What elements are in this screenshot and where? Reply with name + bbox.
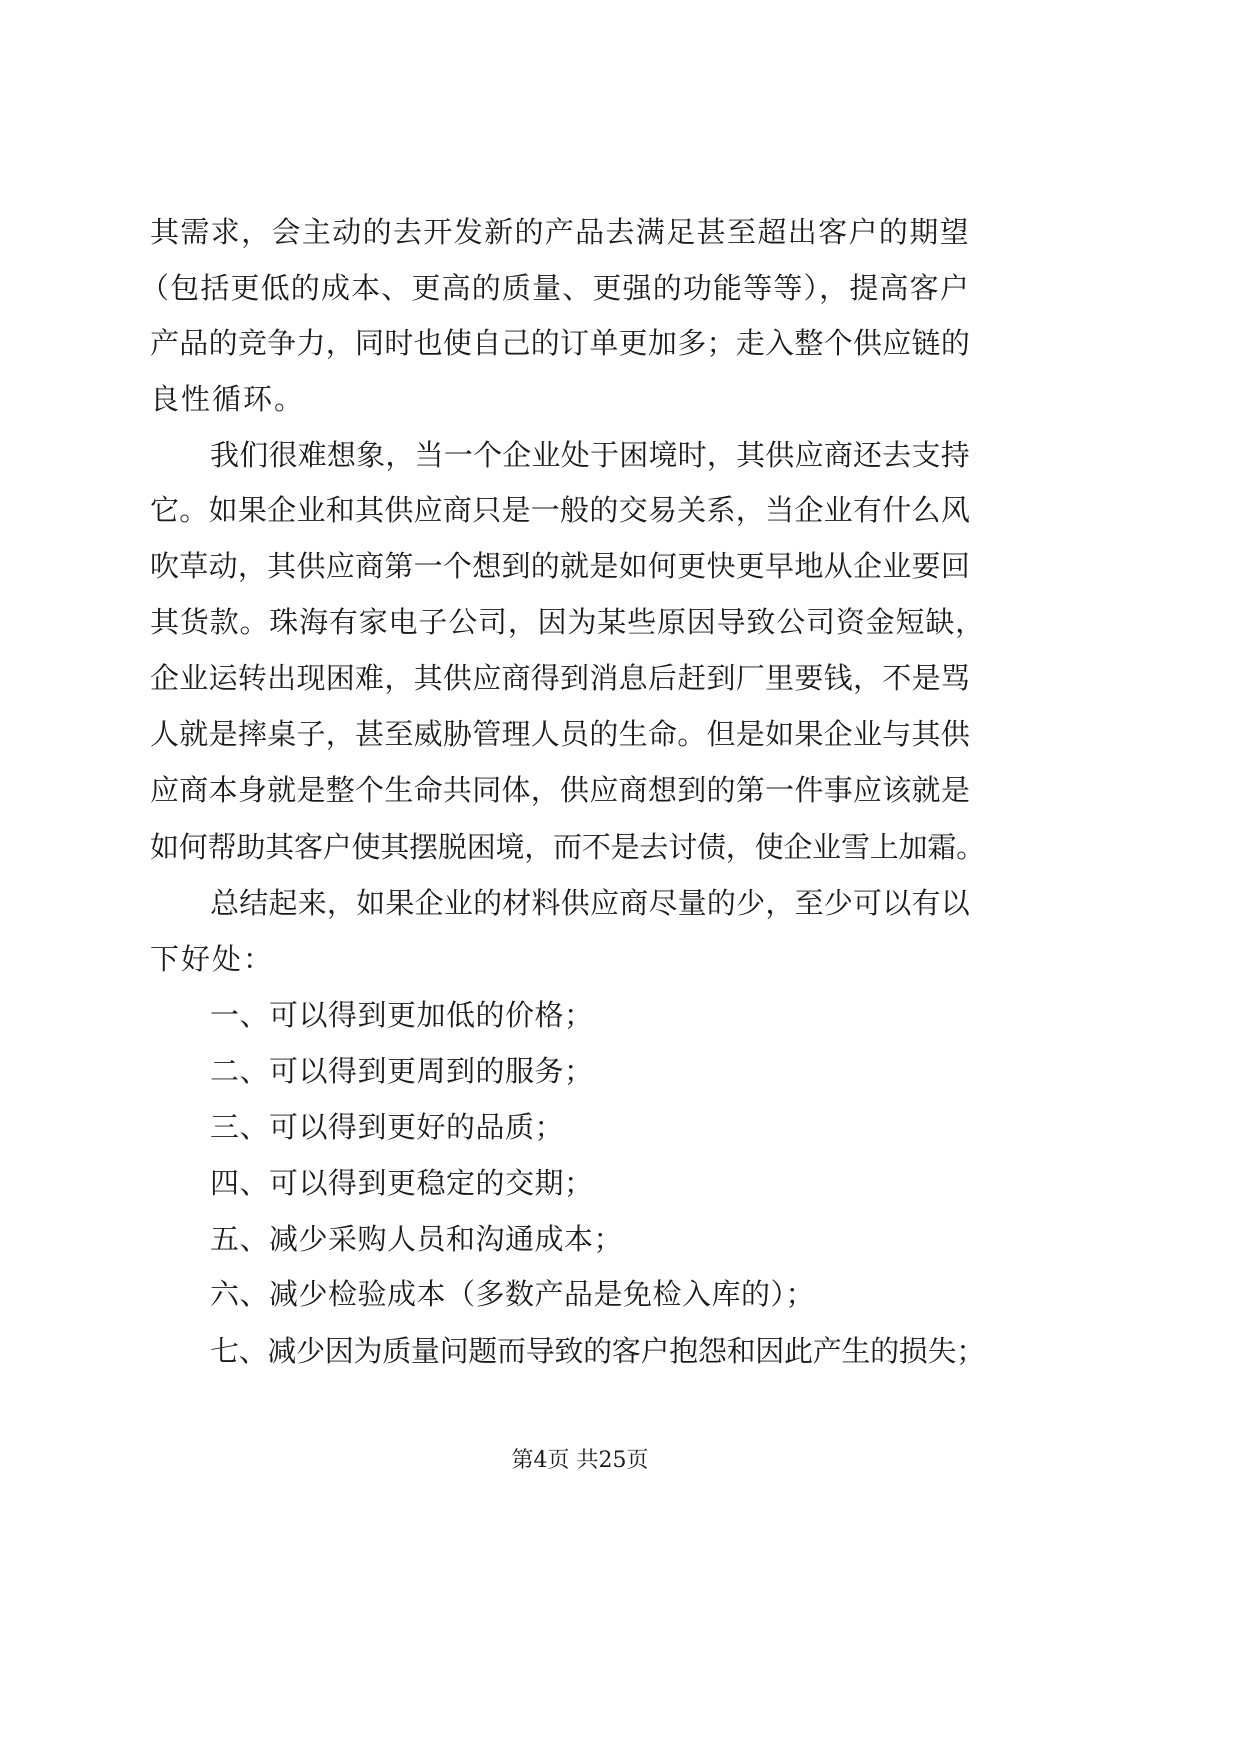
paragraph-line: 下好处： xyxy=(150,942,275,976)
list-item: 三、可以得到更好的品质； xyxy=(210,1110,565,1144)
paragraph-line: 其货款。珠海有家电子公司，因为某些原因导致公司资金短缺， xyxy=(150,605,985,639)
list-item: 四、可以得到更稳定的交期； xyxy=(210,1166,594,1200)
list-item: 七、减少因为质量问题而导致的客户抱怨和因此产生的损失； xyxy=(210,1334,985,1368)
paragraph-line: （包括更低的成本、更高的质量、更强的功能等等），提高客户 xyxy=(140,271,970,305)
paragraph-line: 应商本身就是整个生命共同体，供应商想到的第一件事应该就是 xyxy=(150,773,970,807)
paragraph-line: 我们很难想象，当一个企业处于困境时，其供应商还去支持 xyxy=(210,438,970,472)
paragraph-line: 吹草动，其供应商第一个想到的就是如何更快更早地从企业要回 xyxy=(150,549,970,583)
list-item: 六、减少检验成本（多数产品是免检入库的）； xyxy=(210,1277,816,1311)
paragraph-line: 总结起来，如果企业的材料供应商尽量的少，至少可以有以 xyxy=(210,886,970,920)
paragraph-line: 企业运转出现困难，其供应商得到消息后赶到厂里要钱，不是骂 xyxy=(150,661,970,695)
paragraph-line: 产品的竞争力，同时也使自己的订单更加多；走入整个供应链的 xyxy=(150,326,970,360)
list-item: 一、可以得到更加低的价格； xyxy=(210,998,594,1032)
paragraph-line: 如何帮助其客户使其摆脱困境，而不是去讨债，使企业雪上加霜。 xyxy=(150,830,985,864)
paragraph-line: 它。如果企业和其供应商只是一般的交易关系，当企业有什么风 xyxy=(150,493,970,527)
paragraph-line: 人就是摔桌子，甚至威胁管理人员的生命。但是如果企业与其供 xyxy=(150,717,970,751)
paragraph-line: 良性循环。 xyxy=(150,382,306,416)
list-item: 二、可以得到更周到的服务； xyxy=(210,1054,594,1088)
list-item: 五、减少采购人员和沟通成本； xyxy=(210,1222,624,1256)
page-number-footer: 第4页 共25页 xyxy=(511,1448,649,1473)
paragraph-line: 其需求，会主动的去开发新的产品去满足甚至超出客户的期望 xyxy=(150,215,970,249)
